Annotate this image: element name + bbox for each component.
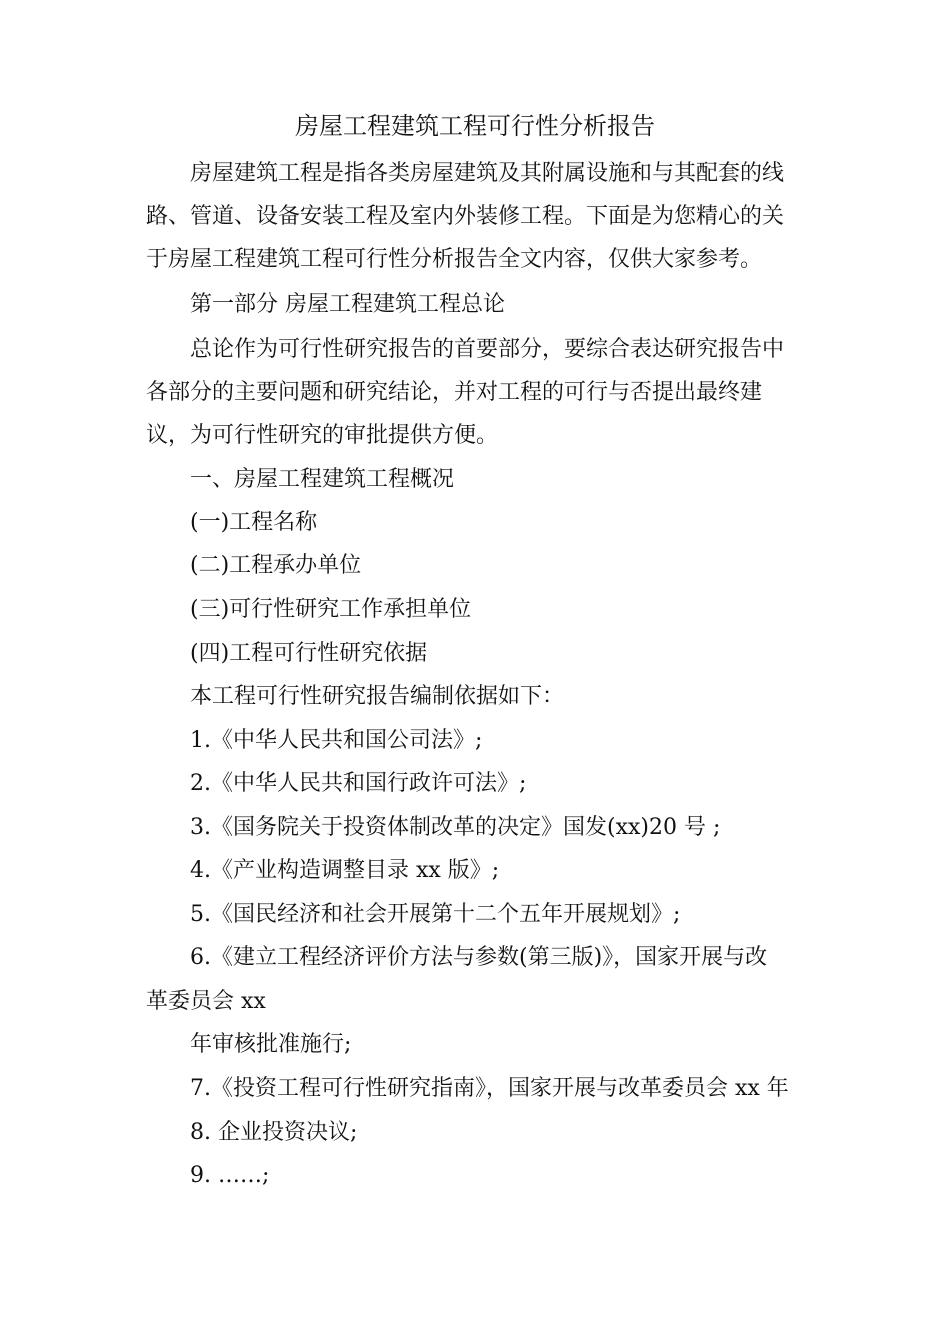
part1-heading: 第一部分 房屋工程建筑工程总论 [190,292,505,317]
summary-line-3: 议，为可行性研究的审批提供方便。 [146,423,499,448]
basis-item-1: 1.《中华人民共和国公司法》; [190,728,483,753]
basis-item-5: 5.《国民经济和社会开展第十二个五年开展规划》; [190,902,681,927]
basis-item-9: 9. ……; [190,1163,270,1188]
intro-line-1: 房屋建筑工程是指各类房屋建筑及其附属设施和与其配套的线 [190,161,785,186]
intro-line-2: 路、管道、设备安装工程及室内外装修工程。下面是为您精心的关 [146,204,785,229]
subsection-research-unit: (三)可行性研究工作承担单位 [190,597,472,622]
subsection-sponsor: (二)工程承办单位 [190,553,362,578]
document-title: 房屋工程建筑工程可行性分析报告 [295,112,655,140]
basis-item-8: 8. 企业投资决议; [190,1120,358,1145]
summary-line-2: 各部分的主要问题和研究结论，并对工程的可行与否提出最终建 [146,380,763,405]
basis-item-6-line-1: 6.《建立工程经济评价方法与参数(第三版)》，国家开展与改 [190,945,768,970]
summary-line-1: 总论作为可行性研究报告的首要部分，要综合表达研究报告中 [190,337,785,362]
subsection-project-name: (一)工程名称 [190,510,318,535]
basis-item-2: 2.《中华人民共和国行政许可法》; [190,771,527,796]
basis-item-6-line-3: 年审核批准施行; [190,1032,352,1057]
subsection-basis: (四)工程可行性研究依据 [190,641,428,666]
basis-intro: 本工程可行性研究报告编制依据如下： [190,684,565,709]
basis-item-4: 4.《产业构造调整目录 xx 版》; [190,858,500,883]
section1-heading: 一、房屋工程建筑工程概况 [190,467,455,492]
basis-item-6-line-2: 革委员会 xx [146,989,266,1014]
basis-item-7: 7.《投资工程可行性研究指南》，国家开展与改革委员会 xx 年 [190,1076,789,1101]
intro-line-3: 于房屋工程建筑工程可行性分析报告全文内容，仅供大家参考。 [146,247,763,272]
basis-item-3: 3.《国务院关于投资体制改革的决定》国发(xx)20 号 ; [190,815,721,840]
